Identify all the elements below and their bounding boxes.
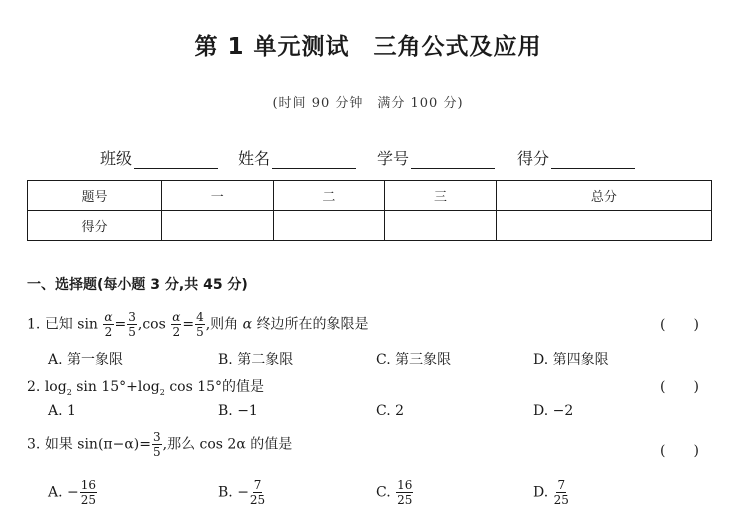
option-a[interactable]: A. − $\frac{16}{25}$ — [48, 478, 97, 507]
table-cell — [496, 211, 711, 241]
fraction: $\frac{7}{25}$ — [249, 478, 266, 507]
fraction: $\frac{\alpha}{2}$ — [172, 310, 181, 339]
table-header-cell: 三 — [385, 181, 497, 211]
student-id-label: 学号 — [377, 149, 410, 168]
answer-blank[interactable]: ( ) — [660, 379, 699, 395]
option-b[interactable]: B. 第二象限 — [218, 352, 294, 368]
exam-time-score: (时间 90 分钟 满分 100 分) — [272, 96, 464, 111]
table-row — [28, 211, 712, 241]
fraction: $\frac{7}{25}$ — [553, 478, 569, 507]
question-number: 3. — [27, 436, 41, 453]
score-table — [27, 180, 712, 241]
section-title: 一、选择题(每小题 3 分,共 45 分) — [27, 277, 248, 293]
fraction: $\frac{3}{5}$ — [128, 310, 136, 339]
score-blank — [551, 152, 635, 169]
fraction: $\frac{4}{5}$ — [196, 310, 204, 339]
option-a[interactable]: A. 1 — [48, 403, 76, 419]
table-header-cell: 二 — [273, 181, 385, 211]
page-title: 第 1 单元测试 三角公式及应用 — [194, 34, 542, 60]
table-header-cell: 总分 — [496, 181, 711, 211]
answer-blank[interactable]: ( ) — [660, 443, 699, 459]
score-label: 得分 — [517, 149, 550, 168]
table-cell — [385, 211, 497, 241]
table-header-cell: 题号 — [28, 181, 162, 211]
question-text: 已知 sin — [44, 316, 98, 333]
fraction: $\frac{16}{25}$ — [397, 478, 413, 507]
option-d[interactable]: D. 第四象限 — [533, 352, 609, 368]
table-cell — [162, 211, 274, 241]
table-header-cell: 一 — [162, 181, 274, 211]
option-b[interactable]: B. −1 — [218, 403, 258, 419]
question-1: 1. 已知 sin $\frac{\alpha}{2}$ = $\frac{3}{5}$ ,cos $\frac{\alpha}{2}$ = $\frac{4}{5}$ ,则角 α 终边所在的象限是 — [27, 310, 369, 339]
option-d[interactable]: D. $\frac{7}{25}$ — [533, 478, 569, 507]
class-blank — [134, 152, 218, 169]
option-c[interactable]: C. 第三象限 — [376, 352, 452, 368]
table-row-label: 得分 — [28, 211, 162, 241]
option-a[interactable]: A. 第一象限 — [48, 352, 124, 368]
question-number: 2. — [27, 379, 41, 395]
question-number: 1. — [27, 316, 41, 333]
student-id-field — [377, 146, 495, 169]
fraction: $\frac{3}{5}$ — [152, 430, 161, 459]
score-field — [517, 146, 635, 169]
option-c[interactable]: C. 2 — [376, 403, 405, 419]
fraction: $\frac{\alpha}{2}$ — [104, 310, 113, 339]
option-b[interactable]: B. − $\frac{7}{25}$ — [218, 478, 266, 507]
class-field — [100, 146, 218, 169]
name-field — [238, 146, 356, 169]
option-d[interactable]: D. −2 — [533, 403, 574, 419]
table-cell — [273, 211, 385, 241]
option-c[interactable]: C. $\frac{16}{25}$ — [376, 478, 413, 507]
name-blank — [272, 152, 356, 169]
name-label: 姓名 — [238, 149, 271, 168]
table-row — [28, 181, 712, 211]
question-3: 3. 如果 sin(π−α)= $\frac{3}{5}$ ,那么 cos 2α 的值是 — [27, 430, 293, 459]
fraction: $\frac{16}{25}$ — [80, 478, 97, 507]
question-2: 2. $\log_2 \sin 15^\circ+\log_2$ cos 15°的值是 — [27, 379, 265, 397]
answer-blank[interactable]: ( ) — [660, 317, 699, 333]
student-id-blank — [411, 152, 495, 169]
class-label: 班级 — [100, 149, 133, 168]
